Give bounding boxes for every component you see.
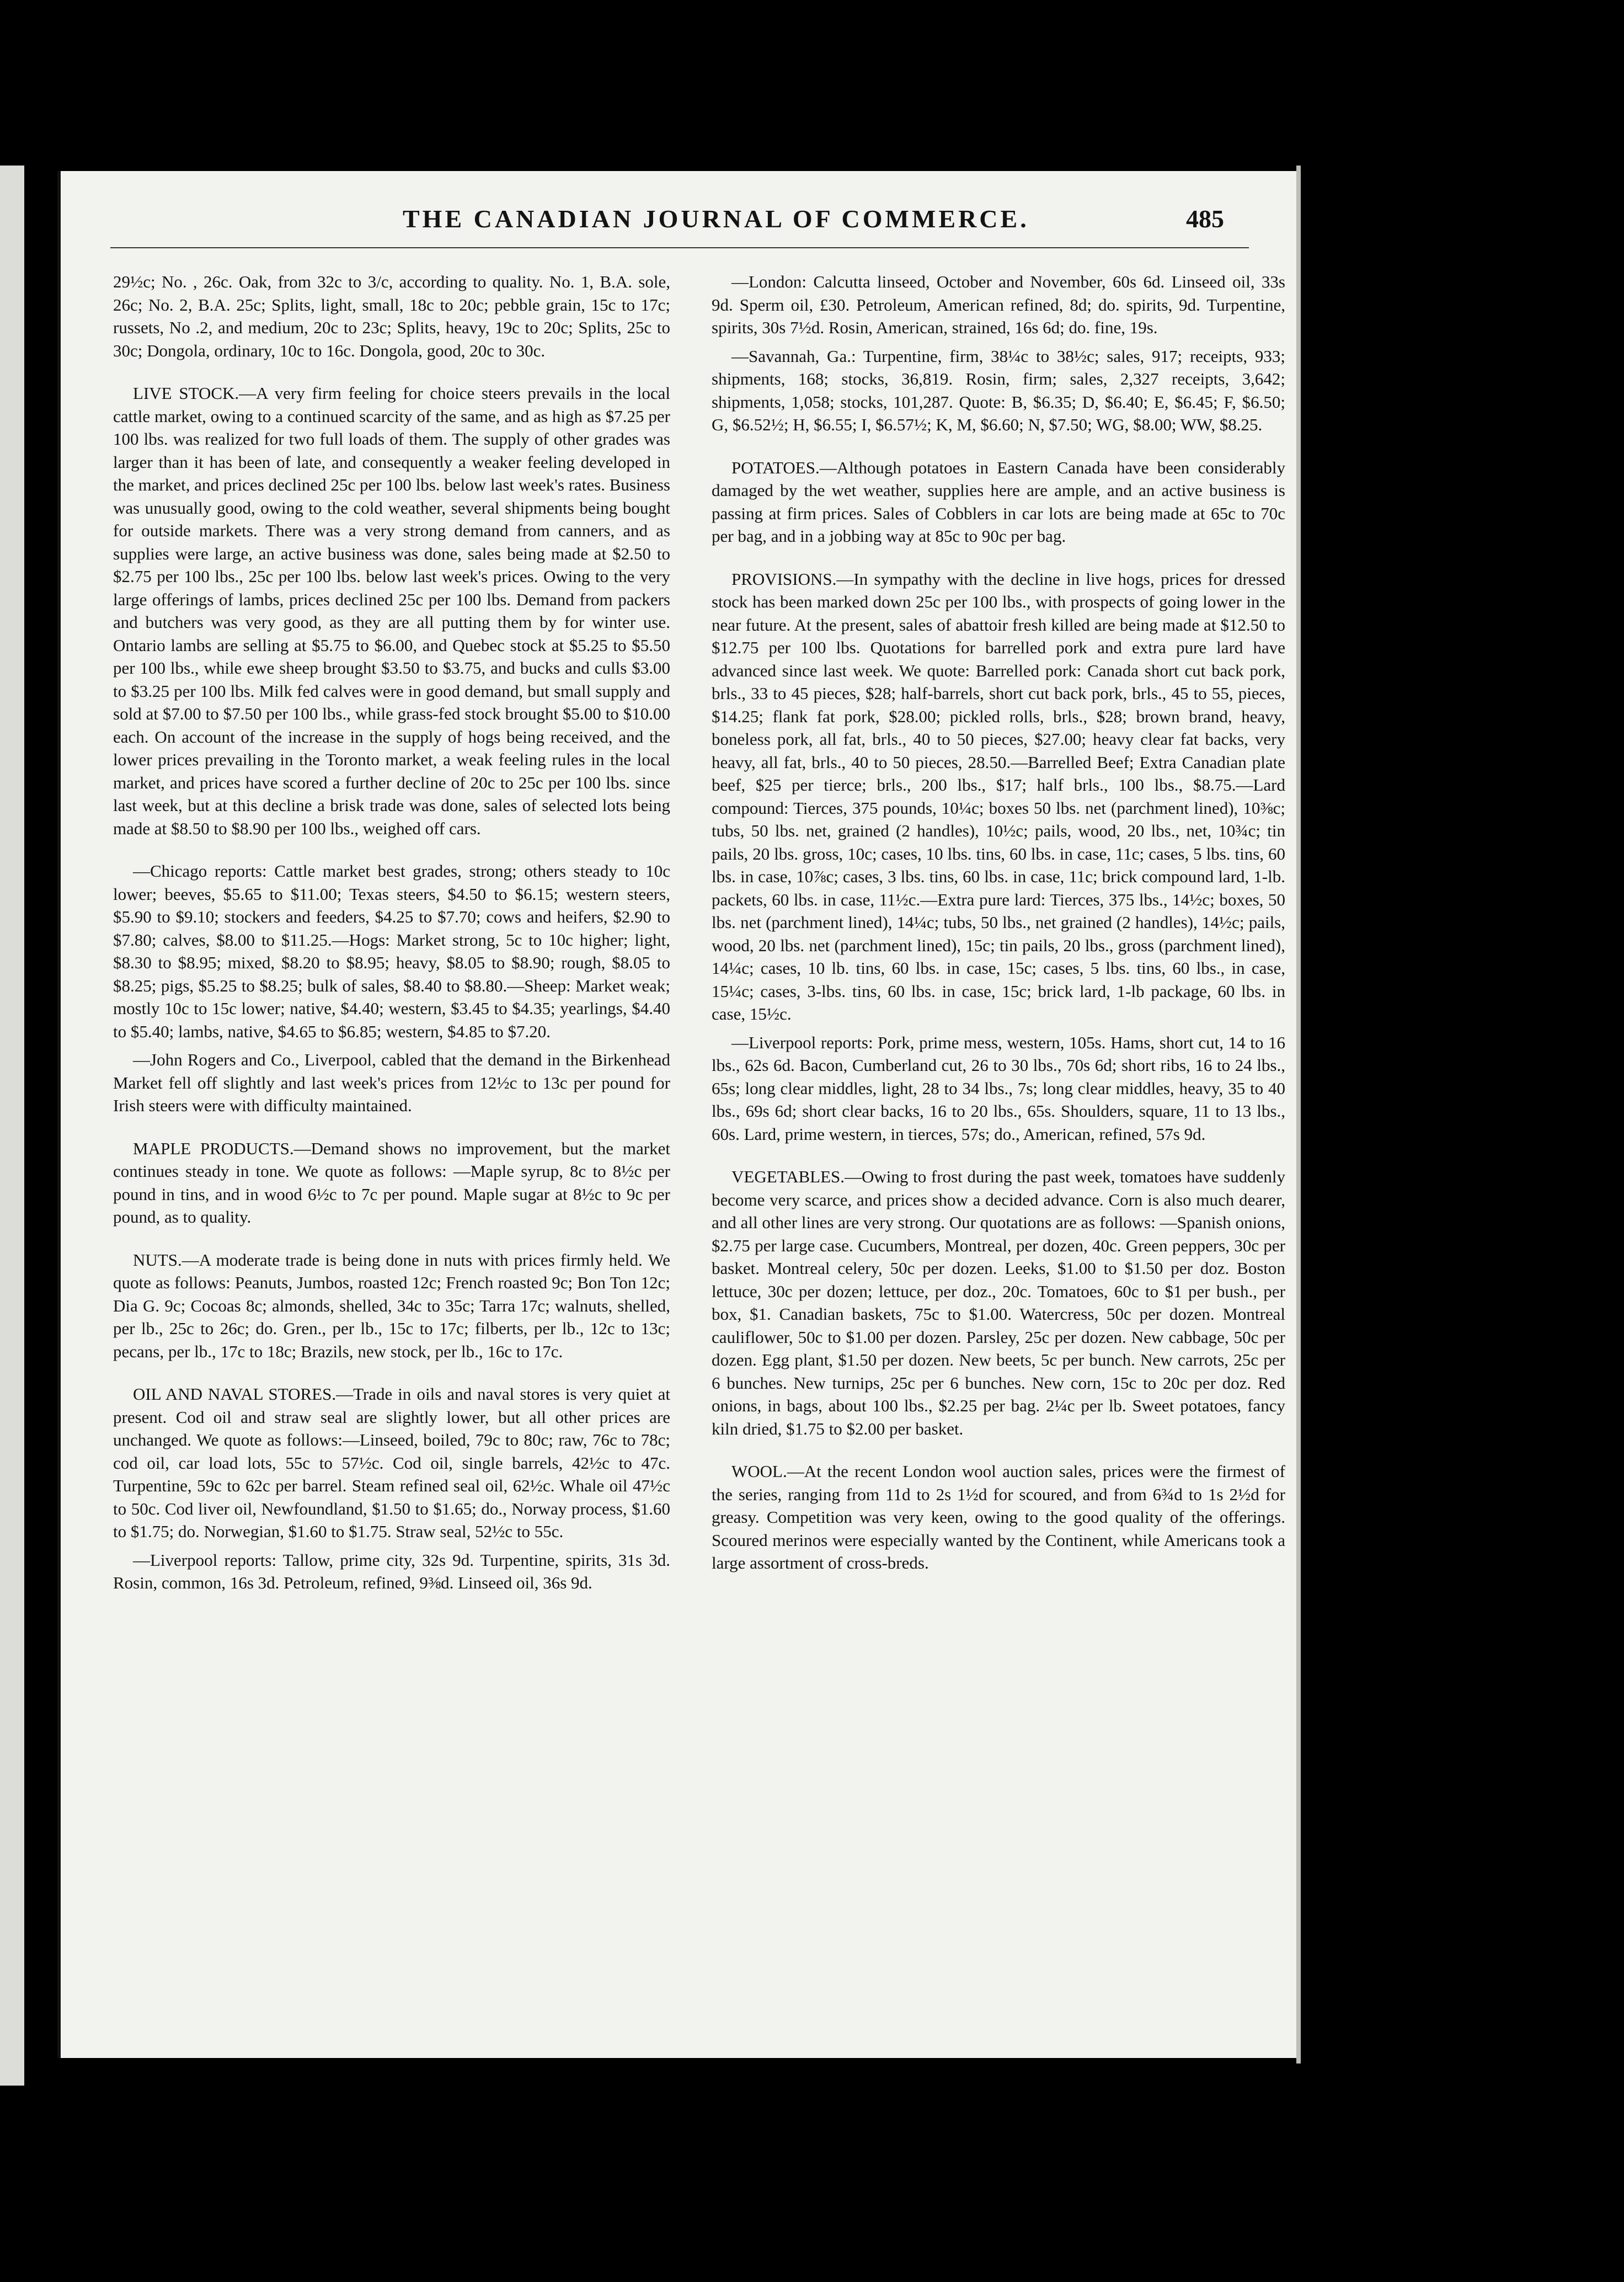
paragraph-john-rogers: —John Rogers and Co., Liverpool, cabled that the demand in the Birkenhead Market fell off slightly and last week's prices from 12½c to 13c per pound for Irish steers were with difficulty maintained. <box>113 1050 670 1115</box>
paragraph-liverpool-provisions: —Liverpool reports: Pork, prime mess, western, 105s. Hams, short cut, 14 to 16 lbs., 62s 6d. Bacon, Cumberland cut, 26 to 30 lbs., 70s 6d; short ribs, 16 to 24 lbs., 65s; long clear middles, light, 28 to 34 lbs., 7s; long clear middles, heavy, 35 to 40 lbs., 69s 6d; short clear backs, 16 to 20 lbs., 65s. Shoulders, square, 11 to 13 lbs., 60s. Lard, prime western, in tierces, 57s; do., American, refined, 57s 9d. <box>712 1032 1285 1144</box>
paragraph-savannah: —Savannah, Ga.: Turpentine, firm, 38¼c to 38½c; sales, 917; receipts, 933; shipments, 168; stocks, 36,819. Rosin, firm; sales, 2,327 receipts, 3,642; shipments, 1,058; stocks, 101,287. Quote: B, $6.35; D, $6.40; E, $6.45; F, $6.50; G, $6.52½; H, $6.55; I, $6.57½; K, M, $6.60; N, $7.50; WG, $8.00; WW, $8.25. <box>712 346 1285 434</box>
paragraph-chicago-reports: —Chicago reports: Cattle market best grades, strong; others steady to 10c lower; beeves, $5.65 to $11.00; Texas steers, $4.50 to $6.15; western steers, $5.90 to $9.10; stockers and feeders, $4.25 to $7.70; cows and heifers, $2.90 to $7.80; calves, $8.00 to $11.25.—Hogs: Market strong, 5c to 10c higher; light, $8.30 to $8.95; mixed, $8.20 to $8.95; heavy, $8.05 to $8.90; rough, $8.05 to $8.25; pigs, $5.25 to $8.25; bulk of sales, $8.40 to $8.80.—Sheep: Market weak; mostly 10c to 15c lower; native, $4.40; western, $3.45 to $4.35; yearlings, $4.40 to $5.40; lambs, native, $4.65 to $6.85; western, $4.85 to $7.20. <box>113 861 670 1041</box>
paragraph-oil-naval-stores: OIL AND NAVAL STORES.—Trade in oils and naval stores is very quiet at present. Cod oil and straw seal are slightly lower, but all other prices are unchanged. We quote as follows:—Linseed, boiled, 79c to 80c; raw, 76c to 78c; cod oil, car load lots, 55c to 57½c. Cod oil, single barrels, 42½c to 47c. Turpentine, 59c to 62c per barrel. Steam refined seal oil, 62½c. Whale oil 47½c to 50c. Cod liver oil, Newfoundland, $1.50 to $1.65; do., Norway process, $1.60 to $1.75; do. Norwegian, $1.60 to $1.75. Straw seal, 52½c to 55c. <box>113 1384 670 1541</box>
page-right-edge <box>1296 166 1301 2064</box>
paragraph-provisions: PROVISIONS.—In sympathy with the decline in live hogs, prices for dressed stock has been marked down 25c per 100 lbs., with prospects of going lower in the near future. At the present, sales of abattoir fresh killed are being made at $12.50 to $12.75 per 100 lbs. Quotations for barrelled pork and extra pure lard have advanced since last week. We quote: Barrelled pork: Canada short cut back pork, brls., 33 to 45 pieces, $28; half-barrels, short cut back pork, brls., 45 to 55, pieces, $14.25; flank fat pork, $28.00; pickled rolls, brls., $28; brown brand, heavy, boneless pork, all fat, brls., 40 to 50 pieces, $27.00; heavy clear fat backs, very heavy, all fat, brls., 40 to 50 pieces, 28.50.—Barrelled Beef; Extra Canadian plate beef, $25 per tierce; brls., 200 lbs., $17; half brls., 100 lbs., $8.75.—Lard compound: Tierces, 375 pounds, 10¼c; boxes 50 lbs. net (parchment lined), 10⅜c; tubs, 50 lbs. net, grained (2 handles), 10½c; pails, wood, 20 lbs., net, 10¾c; tin pails, 20 lbs. gross, 10c; cases, 10 lbs. tins, 60 lbs. in case, 11c; cases, 5 lbs. tins, 60 lbs. in case, 10⅞c; cases, 3 lbs. tins, 60 lbs. in case, 11c; brick compound lard, 1-lb. packets, 60 lbs. in case, 11½c.—Extra pure lard: Tierces, 375 lbs., 14½c; boxes, 50 lbs. net (parchment lined), 14¼c; tubs, 50 lbs., net grained (2 handles), 14½c; pails, wood, 20 lbs. net (parchment lined), 15c; tin pails, 20 lbs., gross (parchment lined), 14¼c; cases, 10 lb. tins, 60 lbs. in case, 15c; cases, 5 lbs. tins, 60 lbs., in case, 15¼c; cases, 3-lbs. tins, 60 lbs. in case, 15c; brick lard, 1-lb package, 60 lbs. in case, 15½c. <box>712 569 1285 1023</box>
paragraph-leather-continued: 29½c; No. , 26c. Oak, from 32c to 3/c, according to quality. No. 1, B.A. sole, 26c; No. 2, B.A. 25c; Splits, light, small, 18c to 20c; pebble grain, 15c to 17c; russets, No .2, and medium, 20c to 23c; Splits, heavy, 19c to 20c; Splits, 25c to 30c; Dongola, ordinary, 10c to 16c. Dongola, good, 20c to 30c. <box>113 272 670 360</box>
paragraph-nuts: NUTS.—A moderate trade is being done in nuts with prices firmly held. We quote as follows: Peanuts, Jumbos, roasted 12c; French roasted 9c; Bon Ton 12c; Dia G. 9c; Cocoas 8c; almonds, shelled, 34c to 35c; Tarra 17c; walnuts, shelled, per lb., 25c to 26c; do. Gren., per lb., 15c to 17c; filberts, per lb., 12c to 13c; pecans, per lb., 17c to 18c; Brazils, new stock, per lb., 16c to 17c. <box>113 1250 670 1361</box>
paragraph-wool: WOOL.—At the recent London wool auction sales, prices were the firmest of the series, ranging from 11d to 2s 1½d for scoured, and from 6¾d to 1s 2½d for greasy. Competition was very keen, owing to the good quality of the offerings. Scoured merinos were especially wanted by the Continent, while Americans took a large assortment of cross-breds. <box>712 1462 1285 1572</box>
journal-title: THE CANADIAN JOURNAL OF COMMERCE. <box>403 205 1029 233</box>
paragraph-liverpool-oils: —Liverpool reports: Tallow, prime city, 32s 9d. Turpentine, spirits, 31s 3d. Rosin, common, 16s 3d. Petroleum, refined, 9⅜d. Linseed oil, 36s 9d. <box>113 1550 670 1592</box>
paragraph-live-stock: LIVE STOCK.—A very firm feeling for choice steers prevails in the local cattle market, owing to a continued scarcity of the same, and as high as $7.25 per 100 lbs. was realized for two full loads of them. The supply of other grades was larger than it has been of late, and consequently a weaker feeling developed in the market, and prices declined 25c per 100 lbs. below last week's rates. Business was unusually good, owing to the cold weather, several shipments being bought for outside markets. There was a very strong demand from canners, and as supplies were large, an active business was done, sales being made at $2.50 to $2.75 per 100 lbs., 25c per 100 lbs. below last week's prices. Owing to the very large offerings of lambs, prices declined 25c per 100 lbs. Demand from packers and butchers was very good, as they are all putting them by for winter use. Ontario lambs are selling at $5.75 to $6.00, and Quebec stock at $5.25 to $5.50 per 100 lbs., while ewe sheep brought $3.50 to $3.75, and bucks and culls $3.00 to $3.25 per 100 lbs. Milk fed calves were in good demand, but small supply and sold at $7.00 to $7.50 per 100 lbs., while grass-fed stock brought $5.00 to $10.00 each. On account of the increase in the supply of hogs being received, and the lower prices prevailing in the Toronto market, a weak feeling rules in the local market, and prices have scored a further decline of 20c to 25c per 100 lbs. since last week, but at this decline a brisk trade was done, sales of selected lots being made at $8.50 to $8.90 per 100 lbs., weighed off cars. <box>113 383 670 838</box>
adjacent-page-edge <box>0 166 24 2086</box>
left-column <box>113 270 670 1614</box>
header-rule <box>110 247 1249 248</box>
journal-page <box>57 171 1299 2058</box>
page-number: 485 <box>1186 205 1224 233</box>
paragraph-maple-products: MAPLE PRODUCTS.—Demand shows no improvement, but the market continues steady in tone. We quote as follows: —Maple syrup, 8c to 8½c per pound in tins, and in wood 6½c to 7c per pound. Maple sugar at 8½c to 9c per pound, as to quality. <box>113 1138 670 1227</box>
page-header <box>61 204 1299 248</box>
paragraph-potatoes: POTATOES.—Although potatoes in Eastern Canada have been considerably damaged by the wet weather, supplies here are ample, and an active business is passing at firm prices. Sales of Cobblers in car lots are being made at 65c to 70c per bag, and in a jobbing way at 85c to 90c per bag. <box>712 457 1285 546</box>
paragraph-london: —London: Calcutta linseed, October and November, 60s 6d. Linseed oil, 33s 9d. Sperm oil, £30. Petroleum, American refined, 8d; do. spirits, 9d. Turpentine, spirits, 30s 7½d. Rosin, American, strained, 16s 6d; do. fine, 19s. <box>712 272 1285 337</box>
paragraph-vegetables: VEGETABLES.—Owing to frost during the past week, tomatoes have suddenly become very scarce, and prices show a decided advance. Corn is also much dearer, and all other lines are very strong. Our quotations are as follows: —Spanish onions, $2.75 per large case. Cucumbers, Montreal, per dozen, 40c. Green peppers, 30c per basket. Montreal celery, 50c per dozen. Leeks, $1.00 to $1.50 per doz. Boston lettuce, 30c per dozen; lettuce, per doz., 20c. Tomatoes, 60c to $1 per bush., per box, $1. Canadian baskets, 75c to $1.00. Watercress, 50c per dozen. Montreal cauliflower, 50c to $1.00 per dozen. Parsley, 25c per dozen. New cabbage, 50c per dozen. Egg plant, $1.50 per dozen. New beets, 5c per bunch. New carrots, 25c per 6 bunches. New turnips, 25c per 6 bunches. New corn, 15c to 20c per doz. Red onions, in bags, about 100 lbs., $2.25 per bag. 2¼c per lb. Sweet potatoes, fancy kiln dried, $1.75 to $2.00 per basket. <box>712 1167 1285 1438</box>
right-column <box>712 270 1285 1595</box>
